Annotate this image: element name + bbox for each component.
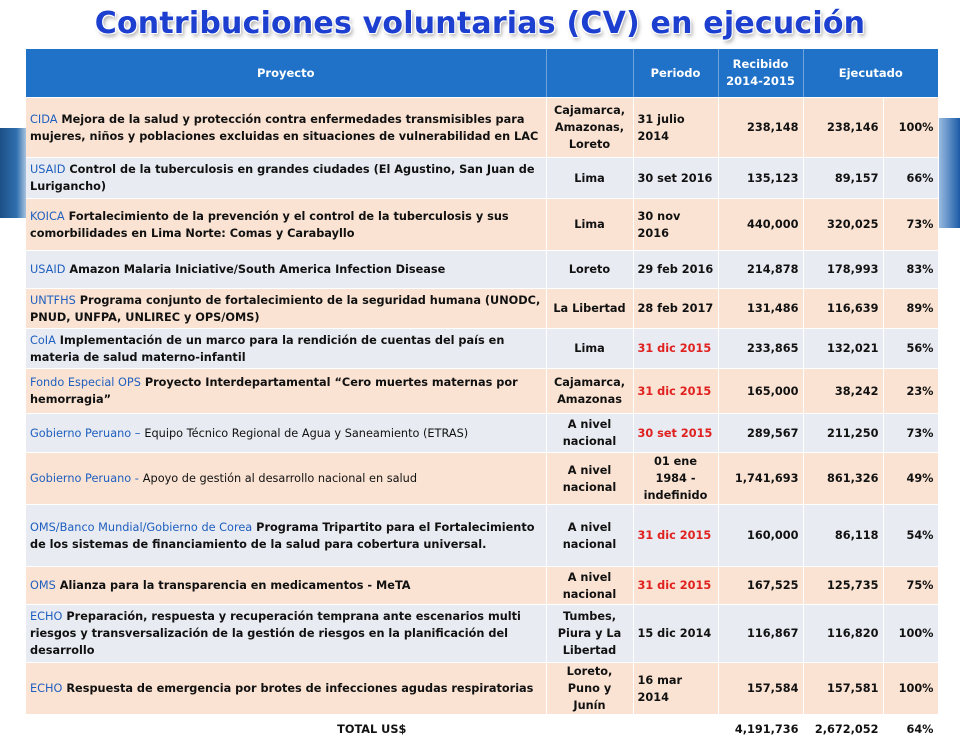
total-received: 4,191,736 xyxy=(718,715,803,745)
location-cell: A nivel nacional xyxy=(546,505,633,567)
location-cell: Loreto xyxy=(546,251,633,289)
table-row xyxy=(26,567,938,605)
location-cell: Tumbes, Piura y La Libertad xyxy=(546,605,633,663)
project-desc: Equipo Técnico Regional de Agua y Saneamiento (ETRAS) xyxy=(144,426,469,440)
percent-cell: 83% xyxy=(883,251,938,289)
location-cell: Loreto, Puno y Junín xyxy=(546,663,633,715)
received-cell: 116,867 xyxy=(718,605,803,663)
table-row xyxy=(26,289,938,329)
project-desc: Amazon Malaria Iniciative/South America Infection Disease xyxy=(69,263,446,276)
table-row xyxy=(26,98,938,158)
project-cell xyxy=(26,663,546,715)
table-row xyxy=(26,369,938,414)
received-cell: 165,000 xyxy=(718,369,803,414)
org-name: ECHO xyxy=(30,682,63,695)
period-cell: 29 feb 2016 xyxy=(633,251,718,289)
period-cell: 30 nov 2016 xyxy=(633,199,718,251)
location-cell: A nivel nacional xyxy=(546,414,633,453)
project-desc: Programa Tripartito para el Fortalecimiento de los sistemas de financiamiento de la salud para cobertura universal. xyxy=(30,520,535,551)
received-cell: 214,878 xyxy=(718,251,803,289)
project-cell xyxy=(26,251,546,289)
org-name: OMS xyxy=(30,579,56,592)
percent-cell: 89% xyxy=(883,289,938,329)
project-desc: Implementación de un marco para la rendición de cuentas del país en materia de salud materno-infantil xyxy=(30,333,505,364)
received-cell: 1,741,693 xyxy=(718,453,803,505)
received-cell: 167,525 xyxy=(718,567,803,605)
org-name: Gobierno Peruano – xyxy=(30,426,141,440)
period-cell: 30 set 2016 xyxy=(633,158,718,199)
received-cell: 289,567 xyxy=(718,414,803,453)
project-cell xyxy=(26,505,546,567)
project-cell xyxy=(26,605,546,663)
total-executed: 2,672,052 xyxy=(803,715,883,745)
location-cell: Lima xyxy=(546,158,633,199)
percent-cell: 100% xyxy=(883,98,938,158)
org-name: Gobierno Peruano - xyxy=(30,472,139,485)
project-desc: Respuesta de emergencia por brotes de infecciones agudas respiratorias xyxy=(66,682,534,695)
total-row xyxy=(26,715,938,745)
location-cell: Cajamarca, Amazonas xyxy=(546,369,633,414)
executed-cell: 116,639 xyxy=(803,289,883,329)
percent-cell: 73% xyxy=(883,414,938,453)
header-recibido-line2: 2014-2015 xyxy=(726,74,795,88)
org-name: USAID xyxy=(30,163,66,176)
project-cell xyxy=(26,369,546,414)
project-cell xyxy=(26,289,546,329)
org-name: OMS/Banco Mundial/Gobierno de Corea xyxy=(30,520,253,534)
table-row xyxy=(26,329,938,369)
location-cell: Cajamarca, Amazonas, Loreto xyxy=(546,98,633,158)
period-cell: 31 dic 2015 xyxy=(633,567,718,605)
executed-cell: 89,157 xyxy=(803,158,883,199)
org-name: Fondo Especial OPS xyxy=(30,376,141,389)
project-desc: Mejora de la salud y protección contra enfermedades transmisibles para mujeres, niños y poblaciones excluidas en situaciones de vulnerabilidad en LAC xyxy=(30,112,539,143)
table-row xyxy=(26,158,938,199)
location-cell: Lima xyxy=(546,199,633,251)
header-recibido xyxy=(718,49,803,98)
period-cell: 01 ene 1984 - indefinido xyxy=(633,453,718,505)
contributions-table xyxy=(26,49,939,745)
percent-cell: 100% xyxy=(883,663,938,715)
org-name: ECHO xyxy=(30,610,63,623)
project-desc: Fortalecimiento de la prevención y el control de la tuberculosis y sus comorbilidades en Lima Norte: Comas y Carabayllo xyxy=(30,209,509,240)
executed-cell: 38,242 xyxy=(803,369,883,414)
project-cell xyxy=(26,98,546,158)
org-name: CoIA xyxy=(30,333,56,347)
percent-cell: 75% xyxy=(883,567,938,605)
executed-cell: 238,146 xyxy=(803,98,883,158)
percent-cell: 73% xyxy=(883,199,938,251)
executed-cell: 320,025 xyxy=(803,199,883,251)
received-cell: 238,148 xyxy=(718,98,803,158)
org-name: KOICA xyxy=(30,209,65,223)
header-ejecutado: Ejecutado xyxy=(803,49,938,98)
project-desc: Apoyo de gestión al desarrollo nacional en salud xyxy=(142,472,417,485)
table-row xyxy=(26,605,938,663)
location-cell: La Libertad xyxy=(546,289,633,329)
percent-cell: 49% xyxy=(883,453,938,505)
header-blank xyxy=(546,49,633,98)
table-row xyxy=(26,199,938,251)
project-desc: Alianza para la transparencia en medicamentos - MeTA xyxy=(59,579,411,592)
executed-cell: 211,250 xyxy=(803,414,883,453)
project-desc: Proyecto Interdepartamental “Cero muertes maternas por hemorragia” xyxy=(30,376,518,406)
received-cell: 233,865 xyxy=(718,329,803,369)
received-cell: 157,584 xyxy=(718,663,803,715)
percent-cell: 54% xyxy=(883,505,938,567)
table-row xyxy=(26,505,938,567)
org-name: CIDA xyxy=(30,112,58,126)
period-cell: 15 dic 2014 xyxy=(633,605,718,663)
received-cell: 440,000 xyxy=(718,199,803,251)
table-row xyxy=(26,453,938,505)
executed-cell: 157,581 xyxy=(803,663,883,715)
period-cell: 30 set 2015 xyxy=(633,414,718,453)
project-cell xyxy=(26,453,546,505)
header-row xyxy=(26,49,938,98)
executed-cell: 125,735 xyxy=(803,567,883,605)
executed-cell: 861,326 xyxy=(803,453,883,505)
location-cell: A nivel nacional xyxy=(546,453,633,505)
executed-cell: 86,118 xyxy=(803,505,883,567)
total-percent: 64% xyxy=(883,715,938,745)
project-desc: Programa conjunto de fortalecimiento de la seguridad humana (UNODC, PNUD, UNFPA, UNLIREC y OPS/OMS) xyxy=(30,293,541,324)
header-proyecto: Proyecto xyxy=(26,49,546,98)
period-cell: 31 dic 2015 xyxy=(633,369,718,414)
percent-cell: 23% xyxy=(883,369,938,414)
executed-cell: 116,820 xyxy=(803,605,883,663)
executed-cell: 178,993 xyxy=(803,251,883,289)
table-row xyxy=(26,251,938,289)
header-periodo: Periodo xyxy=(633,49,718,98)
percent-cell: 100% xyxy=(883,605,938,663)
project-cell xyxy=(26,414,546,453)
period-cell: 31 dic 2015 xyxy=(633,329,718,369)
project-desc: Control de la tuberculosis en grandes ciudades (El Agustino, San Juan de Lurigancho) xyxy=(30,163,535,193)
received-cell: 131,486 xyxy=(718,289,803,329)
period-cell: 31 julio 2014 xyxy=(633,98,718,158)
executed-cell: 132,021 xyxy=(803,329,883,369)
received-cell: 135,123 xyxy=(718,158,803,199)
table-row xyxy=(26,414,938,453)
location-cell: Lima xyxy=(546,329,633,369)
percent-cell: 56% xyxy=(883,329,938,369)
project-cell xyxy=(26,199,546,251)
org-name: USAID xyxy=(30,263,66,276)
period-cell: 28 feb 2017 xyxy=(633,289,718,329)
project-cell xyxy=(26,158,546,199)
org-name: UNTFHS xyxy=(30,293,76,307)
header-recibido-line1: Recibido xyxy=(732,57,789,71)
total-label: TOTAL US$ xyxy=(26,715,718,745)
period-cell: 31 dic 2015 xyxy=(633,505,718,567)
table-row xyxy=(26,663,938,715)
project-cell xyxy=(26,567,546,605)
project-desc: Preparación, respuesta y recuperación temprana ante escenarios multi riesgos y transversalización de la gestión de riesgos en la planificación del desarrollo xyxy=(30,610,521,657)
location-cell: A nivel nacional xyxy=(546,567,633,605)
page-title: Contribuciones voluntarias (CV) en ejecución xyxy=(94,6,866,41)
right-decoration-bar xyxy=(938,118,960,228)
period-cell: 16 mar 2014 xyxy=(633,663,718,715)
received-cell: 160,000 xyxy=(718,505,803,567)
project-cell xyxy=(26,329,546,369)
percent-cell: 66% xyxy=(883,158,938,199)
